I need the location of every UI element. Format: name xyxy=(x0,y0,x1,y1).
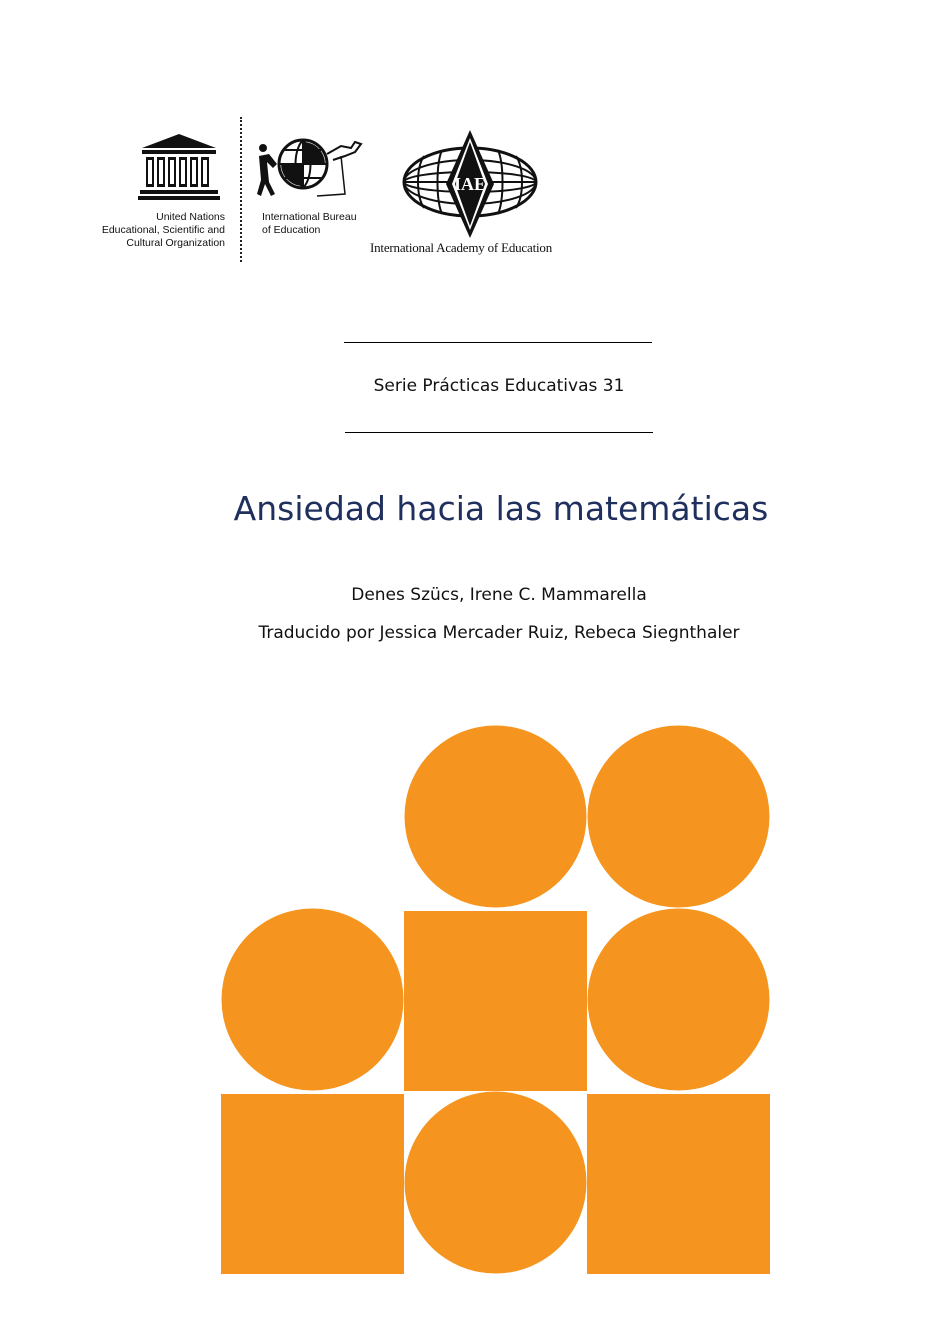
iae-caption: International Academy of Education xyxy=(370,240,552,255)
decorative-square xyxy=(587,1094,770,1274)
decorative-square xyxy=(404,911,587,1091)
series-label: Serie Prácticas Educativas 31 xyxy=(373,376,625,396)
decorative-circle xyxy=(588,726,770,908)
decorative-square xyxy=(221,1094,404,1274)
iae-emblem-letters: IAE xyxy=(453,174,487,194)
authors-line: Denes Szücs, Irene C. Mammarella xyxy=(351,585,647,605)
decorative-circle xyxy=(405,1092,587,1274)
unesco-caption-line: Educational, Scientific and xyxy=(101,224,225,236)
ibe-caption-line: of Education xyxy=(262,224,321,236)
unesco-caption-line: Cultural Organization xyxy=(126,237,225,249)
unesco-caption-line: United Nations xyxy=(156,211,225,223)
decorative-circle xyxy=(405,726,587,908)
page-title: Ansiedad hacia las matemáticas xyxy=(233,489,769,528)
decorative-circle xyxy=(222,909,404,1091)
decorative-circle xyxy=(588,909,770,1091)
translators-line: Traducido por Jessica Mercader Ruiz, Rebeca Siegnthaler xyxy=(258,623,740,643)
ibe-caption-line: International Bureau xyxy=(262,211,357,223)
